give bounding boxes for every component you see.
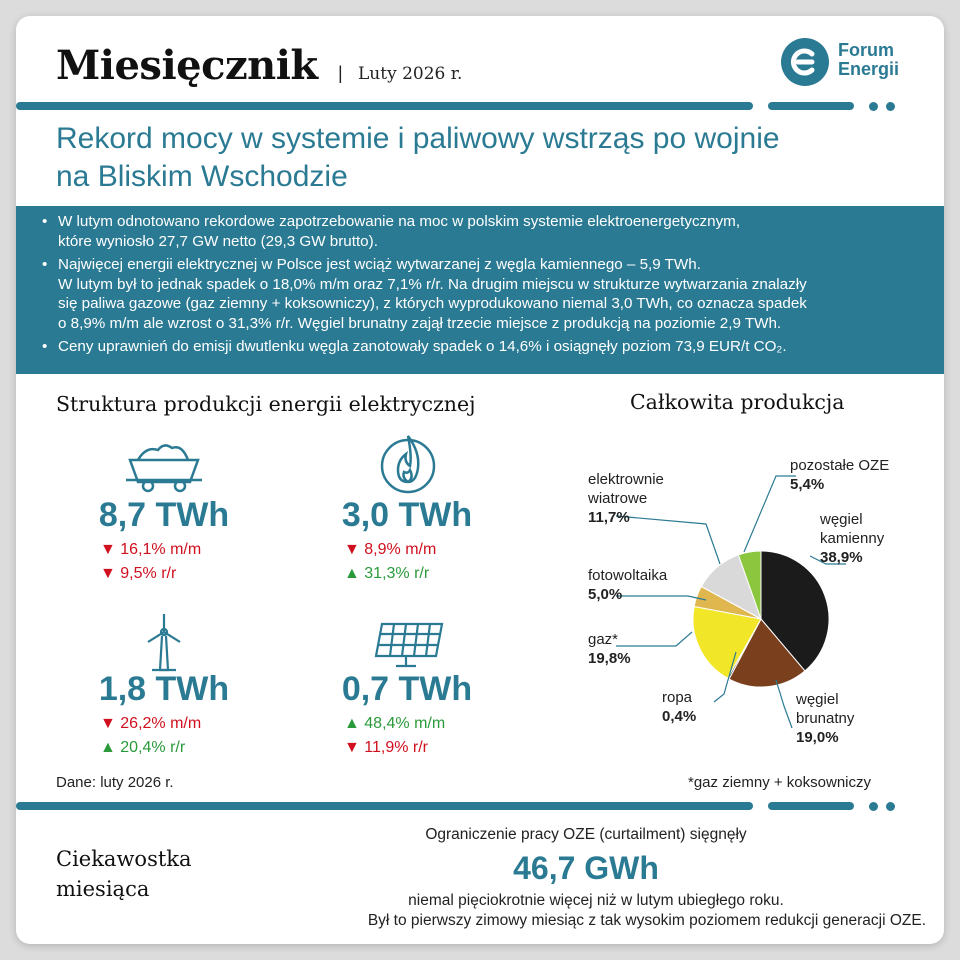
curiosity-title-line: Ciekawostka [56, 847, 192, 871]
header-separator: | [338, 63, 343, 83]
coal-rr-change: ▼ 9,5% r/r [100, 565, 177, 582]
infographic-card [16, 16, 944, 944]
gas-value: 3,0 TWh [341, 496, 473, 534]
label-elektrownie-wiatrowe [588, 470, 664, 527]
decor-dot [886, 802, 895, 811]
coal-mm-change: ▼ 16,1% m/m [100, 541, 202, 558]
gas-rr-change: ▲ 31,3% r/r [344, 565, 430, 582]
curiosity-title [56, 844, 192, 904]
footer-divider [16, 802, 753, 810]
headline-line-1: Rekord mocy w systemie i paliwowy wstrząs po wojnie [56, 122, 780, 155]
label-text: brunatny [796, 710, 855, 727]
label-pozostale-oze [790, 456, 889, 494]
key-point-line: W lutym był to jednak spadek o 18,0% m/m oraz 7,1% r/r. Na drugim miejscu w strukturze wytwarzania znalazły [58, 275, 807, 293]
key-point-line: o 8,9% m/m ale wzrost o 31,3% r/r. Węgiel brunatny zajął trzecie miejsce z produkcją na poziomie 2,9 TWh. [58, 314, 782, 332]
label-text: elektrownie [588, 471, 664, 488]
solar-value: 0,7 TWh [341, 670, 473, 708]
wind-mm-change: ▼ 26,2% m/m [100, 715, 202, 732]
decor-dot [869, 802, 878, 811]
coal-value: 8,7 TWh [98, 496, 230, 534]
logo-line-1: Forum [838, 40, 894, 60]
gas-mm-change: ▼ 8,9% m/m [344, 541, 437, 558]
page-title: Miesięcznik [56, 42, 318, 89]
label-wegiel-brunatny [796, 690, 854, 747]
label-value: 11,7% [588, 509, 630, 526]
footer-divider-short [768, 802, 854, 810]
label-value: 5,0% [588, 586, 623, 603]
leader-line [776, 680, 792, 728]
solar-mm-change: ▲ 48,4% m/m [344, 715, 446, 732]
curiosity-title-line: miesiąca [56, 877, 150, 901]
structure-title: Struktura produkcji energii elektrycznej [56, 392, 476, 416]
label-gaz [588, 630, 631, 668]
key-point-line: • Ceny uprawnień do emisji dwutlenku węgla zanotowały spadek o 14,6% i osiągnęły poziom 73,9 EUR/t CO₂. [58, 338, 787, 355]
label-value: 19,8% [588, 650, 631, 667]
headline-line-2: na Bliskim Wschodzie [56, 160, 348, 193]
chart-title: Całkowita produkcja [630, 390, 845, 414]
label-text: ropa [662, 689, 693, 706]
label-text: wiatrowe [588, 490, 648, 507]
solar-rr-change: ▼ 11,9% r/r [344, 739, 429, 756]
label-ropa [662, 688, 696, 726]
curiosity-intro: Ograniczenie pracy OZE (curtailment) sięgnęły [425, 826, 747, 843]
curiosity-value: 46,7 GWh [513, 850, 659, 886]
label-text: gaz* [588, 631, 619, 648]
label-text: pozostałe OZE [790, 457, 890, 474]
label-text: kamienny [820, 530, 885, 547]
key-point-line: • Najwięcej energii elektrycznej w Polsce jest wciąż wytwarzanej z węgla kamiennego – 5,9 TWh. [58, 256, 701, 273]
curiosity-line-2: Był to pierwszy zimowy miesiąc z tak wysokim poziomem redukcji generacji OZE. [367, 912, 926, 929]
key-point-line: się paliwa gazowe (gaz ziemny + koksowniczy), z których wyprodukowano niemal 3,0 TWh, co oznacza spadek [58, 295, 807, 312]
label-value: 5,4% [790, 476, 825, 493]
label-value: 0,4% [662, 708, 697, 725]
leader-line [744, 476, 796, 552]
label-text: węgiel [820, 511, 863, 528]
issue-date: Luty 2026 r. [358, 64, 463, 84]
logo-line-2: Energii [838, 59, 900, 79]
wind-rr-change: ▲ 20,4% r/r [100, 739, 186, 756]
curiosity-line-1: niemal pięciokrotnie więcej niż w lutym ubiegłego roku. [408, 892, 784, 909]
label-fotowoltaika [588, 566, 667, 604]
key-point-line: • W lutym odnotowano rekordowe zapotrzebowanie na moc w polskim systemie elektroenergetycznym, [58, 213, 741, 230]
label-value: 38,9% [820, 549, 863, 566]
key-point-line: które wyniosło 27,7 GW netto (29,3 GW brutto). [58, 232, 378, 250]
wind-value: 1,8 TWh [98, 670, 230, 708]
label-text: fotowoltaika [588, 567, 668, 584]
label-wegiel-kamienny [820, 510, 884, 567]
gas-footnote: *gaz ziemny + koksowniczy [688, 774, 871, 791]
label-value: 19,0% [796, 729, 839, 746]
label-text: węgiel [796, 691, 839, 708]
data-source-note: Dane: luty 2026 r. [56, 774, 174, 791]
